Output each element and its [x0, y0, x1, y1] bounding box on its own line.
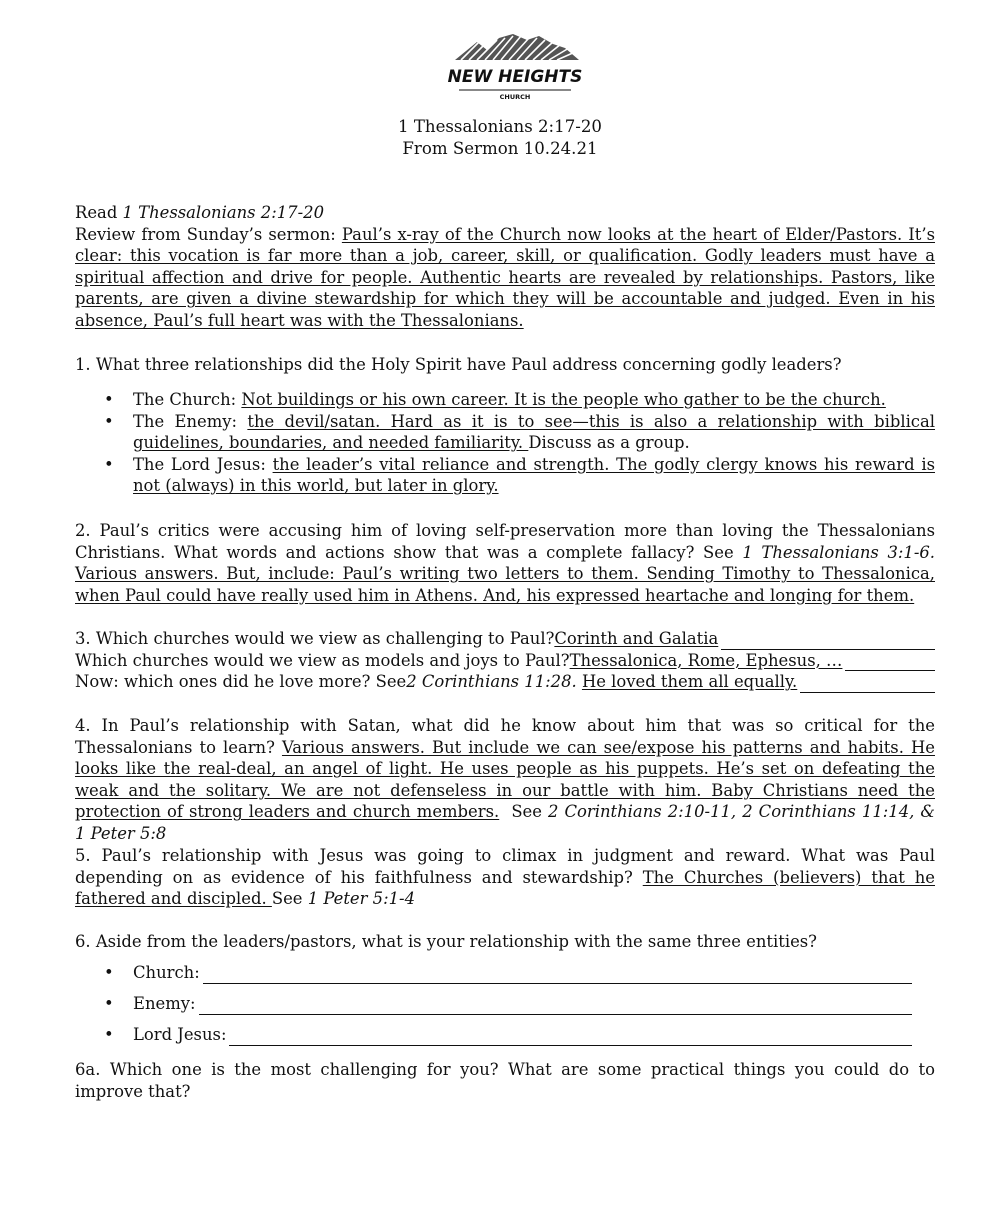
- question-5-text: 5. Paul’s relationship with Jesus was going to climax in judgment and reward. What was Paul depending on as evidence of his faithfulness and stewardship?: [75, 846, 935, 887]
- review-answer: Paul’s x-ray of the Church now looks at the heart of Elder/Pastors. It’s clear: this vocation is far more than a job, career, skill, or qualification. Godly leaders must have a spiritual affection and drive for people. Authentic hearts are revealed by relationships. Pastors, like parents, are given a divine stewardship for which they will be accountable and judged. Even in his absence, Paul’s full heart was with the Thessalonians.: [75, 224, 935, 330]
- question-2: [75, 520, 935, 606]
- question-3-answer-2: Thessalonica, Rome, Ephesus, …: [569, 650, 843, 670]
- question-3-line-3: Now: which ones did he love more? See 2 Corinthians 11:28. He loved them all equally.: [75, 671, 935, 693]
- bullet-church: • The Church: Not buildings or his own career. It is the people who gather to be the church.: [75, 389, 935, 411]
- question-1-bullets: [75, 389, 935, 497]
- question-6a-text: 6a. Which one is the most challenging for you? What are some practical things you could do to improve that?: [75, 1060, 935, 1101]
- document-header: [0, 116, 1000, 159]
- question-6a: [75, 1059, 935, 1102]
- sermon-date: From Sermon 10.24.21: [402, 138, 598, 158]
- church-logo: [447, 30, 587, 105]
- question-3-line-1: 3. Which churches would we view as challenging to Paul? Corinth and Galatia: [75, 628, 935, 650]
- mountain-logo-icon: [447, 30, 587, 105]
- question-6-blanks: [75, 962, 912, 1046]
- question-6-text: 6. Aside from the leaders/pastors, what is your relationship with the same three entities?: [75, 932, 817, 951]
- bullet-enemy: • The Enemy: the devil/satan. Hard as it is to see—this is also a relationship with biblical guidelines, boundaries, and needed familiarity. Discuss as a group.: [75, 411, 935, 454]
- blank-lord-jesus[interactable]: • Lord Jesus:: [75, 1024, 912, 1046]
- question-4-reference: 2 Corinthians 2:10-11, 2 Corinthians 11:14, & 1 Peter 5:8: [75, 802, 935, 843]
- question-2-reference: 1 Thessalonians 3:1-6.: [742, 542, 935, 562]
- question-6: [75, 931, 935, 953]
- question-5: 5. Paul’s relationship with Jesus was going to climax in judgment and reward. What was Paul depending on as evidence of his faithfulness and stewardship? The Churches (believers) that he fathered and discipled. See 1 Peter 5:1-4: [75, 846, 935, 909]
- read-line: Read 1 Thessalonians 2:17-20: [75, 203, 324, 222]
- review-paragraph: Review from Sunday’s sermon: Paul’s x-ray of the Church now looks at the heart of Elder/Pastors. It’s clear: this vocation is far more than a job, career, skill, or qualification. Godly leaders must have a spiritual affection and drive for people. Authentic hearts are revealed by relationships. Pastors, like parents, are given a divine stewardship for which they will be accountable and judged. Even in his absence, Paul’s full heart was with the Thessalonians.: [75, 224, 935, 330]
- intro-section: [75, 202, 935, 332]
- question-2-text: 2. Paul’s critics were accusing him of loving self-preservation more than loving the Thessalonians Christians. What words and actions show that was a complete fallacy? See: [75, 521, 935, 562]
- question-1-text: 1. What three relationships did the Holy Spirit have Paul address concerning godly leaders?: [75, 355, 842, 374]
- question-3-answer-3: He loved them all equally.: [581, 672, 798, 692]
- passage-title: 1 Thessalonians 2:17-20: [398, 117, 602, 136]
- question-4-answer: Various answers. But include we can see/expose his patterns and habits. He looks like the real-deal, an angel of light. He uses people as his puppets. He’s set on defeating the weak and the solitary. We are not defenseless in our battle with him. Baby Christians need the protection of strong leaders and church members.: [75, 737, 935, 822]
- logo-name: NEW HEIGHTS: [447, 67, 583, 87]
- question-5-answer: The Churches (believers) that he fathered and discipled.: [75, 867, 935, 909]
- blank-enemy[interactable]: • Enemy:: [75, 993, 912, 1015]
- read-reference: 1 Thessalonians 2:17-20: [122, 203, 324, 222]
- question-3-answer-1: Corinth and Galatia: [554, 629, 719, 648]
- question-3: [75, 628, 935, 693]
- question-3-line-2: Which churches would we view as models and joys to Paul? Thessalonica, Rome, Ephesus, …: [75, 650, 935, 672]
- question-5-reference: 1 Peter 5:1-4: [307, 889, 416, 909]
- question-2-answer: Various answers. But, include: Paul’s writing two letters to them. Sending Timothy to Thessalonica, when Paul could have really used him in Athens. And, his expressed heartache and longing for them.: [75, 564, 935, 605]
- blank-church[interactable]: • Church:: [75, 962, 912, 984]
- question-4-text: 4. In Paul’s relationship with Satan, what did he know about him that was so critical for the Thessalonians to learn?: [75, 716, 935, 757]
- bullet-lord-jesus: • The Lord Jesus: the leader’s vital reliance and strength. The godly clergy knows his reward is not (always) in this world, but later in glory.: [75, 454, 935, 497]
- question-4: 4. In Paul’s relationship with Satan, what did he know about him that was so critical for the Thessalonians to learn? Various answers. But include we can see/expose his patterns and habits. He looks like the real-deal, an angel of light. He uses people as his puppets. He’s set on defeating the weak and the solitary. We are not defenseless in our battle with him. Baby Christians need the protection of strong leaders and church members. See 2 Corinthians 2:10-11, 2 Corinthians 11:14, & 1 Peter 5:8: [75, 716, 935, 843]
- question-1: [75, 354, 935, 376]
- logo-sub: CHURCH: [499, 93, 531, 101]
